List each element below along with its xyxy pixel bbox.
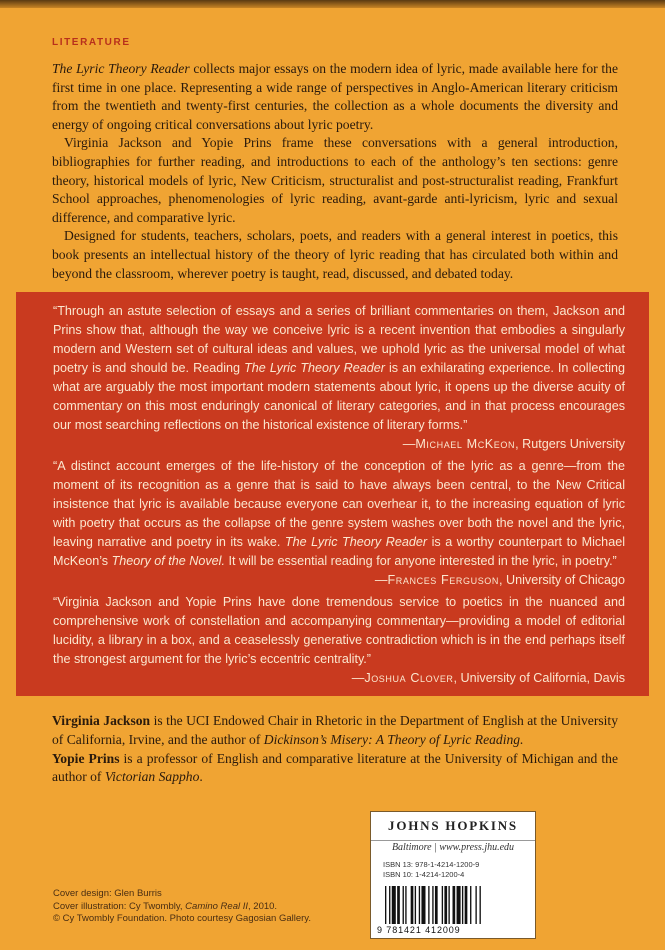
attribution-name: Joshua Clover [364, 671, 454, 685]
barcode-bar [405, 886, 406, 924]
bio-text: is the UCI Endowed Chair in Rhetoric in the Department of English at the University of California, Irvine, and the author of [52, 713, 618, 747]
bio-text: . [199, 769, 203, 785]
book-description [52, 60, 618, 283]
bio-text: is a professor of English and comparative literature at the University of Michigan and the author of [52, 750, 618, 785]
credit-design: Cover design: Glen Burris [53, 888, 162, 899]
barcode-bar [403, 886, 404, 924]
quote-text: is a worthy counterpart to Michael McKeon’s [53, 535, 625, 568]
barcode-bar [480, 886, 481, 924]
barcode-bar [385, 886, 386, 924]
quote-text: “Through an astute selection of essays and a series of brilliant commentaries on them, Jackson and Prins show that, although the way we conceive lyric is a recent invention that embodies a singularly modern and Western set of cultural ideas and values, we uphold lyric as the universal model of what poetry is and should be. Reading [53, 304, 625, 375]
barcode-bar [435, 886, 438, 924]
city: Baltimore [391, 842, 432, 853]
category-label: LITERATURE [52, 37, 131, 48]
description-text: collects major essays on the modern idea of lyric, made available here for the first time in one place. Representing a wide range of perspectives in Anglo-American literary criticism from the twentieth and twenty-first centuries, the collection as a whole documents the diversity and energy of ongoing critical conversations about lyric poetry. [52, 61, 618, 132]
description-paragraph: Virginia Jackson and Yopie Prins frame these conversations with a general introduction, bibliographies for further reading, and introductions to each of the anthology’s ten sections: genre theory, historical models of lyric, New Criticism, structuralist and post-structuralist reading, Frankfurt School approaches, phenomenologies of lyric reading, avant-garde anti-lyricism, lyric and sexual difference, and comparative lyric. [52, 135, 618, 225]
barcode-bar [475, 886, 476, 924]
barcode-bar [432, 886, 433, 924]
barcode-bar [444, 886, 447, 924]
quote-text: “A distinct account emerges of the life-history of the conception of the lyric as a genre—from the moment of its recognition as a genre that is said to have always been central, to the New Critical insistence that lyric is available because everyone can overhear it, to the increasing equation of lyric with poetry that occurs as the collapse of the genre system washes over both the novel and the lyric, leaving narrative and poetry in its wake. [53, 459, 625, 549]
author-book-title: Victorian Sappho [104, 769, 200, 785]
barcode-bar [428, 886, 429, 924]
quote-attribution [375, 571, 625, 590]
credit-copyright: © Cy Twombly Foundation. Photo courtesy Gagosian Gallery. [53, 913, 311, 924]
barcode-number: 9 781421 412009 [377, 925, 461, 935]
barcode-bar [470, 886, 471, 924]
cover-credits [53, 888, 383, 926]
barcode-bar [389, 886, 390, 924]
credit-text: , 2010. [248, 900, 278, 912]
publisher-name: JOHNS HOPKINS [371, 812, 535, 841]
barcode-bar [411, 886, 414, 924]
barcode [383, 886, 523, 924]
credit-text: Cover illustration: Cy Twombly, [53, 900, 186, 912]
attribution-name: Frances Ferguson [387, 573, 499, 587]
barcode-bar [462, 886, 463, 924]
barcode-bar [457, 886, 461, 924]
author-bio [52, 750, 618, 788]
quote-attribution [53, 669, 625, 688]
top-edge-strip [0, 0, 665, 8]
barcode-bar [392, 886, 396, 924]
publisher-imprint-box [370, 811, 536, 939]
artwork-title: Camino Real II [185, 900, 249, 912]
barcode-bar [465, 886, 468, 924]
attribution-affiliation: , University of Chicago [499, 573, 625, 587]
endorsements-panel [16, 292, 649, 696]
description-paragraph [52, 60, 618, 134]
endorsement-quote [53, 302, 625, 454]
attribution-dash: — [351, 671, 365, 685]
author-bios [52, 712, 618, 787]
quote-text: It will be essential reading for anyone interested in the lyric, in poetry.” [224, 554, 617, 568]
author-name: Yopie Prins [52, 750, 120, 766]
isbn-13: ISBN 13: 978-1-4214-1200-9 [383, 860, 480, 869]
quote-book-title: The Lyric Theory Reader [244, 361, 385, 375]
barcode-bar [421, 886, 425, 924]
book-title: The Lyric Theory Reader [52, 61, 190, 76]
author-book-title: Dickinson’s Misery: A Theory of Lyric Reading. [263, 731, 524, 747]
publisher-url: www.press.jhu.edu [439, 842, 515, 853]
description-paragraph: Designed for students, teachers, scholars, poets, and readers with a general interest in poetics, this book presents an intellectual history of the theory of lyric reading that has circulated both within and beyond the classroom, wherever poetry is taught, read, discussed, and debated today. [52, 228, 618, 281]
attribution-dash: — [402, 437, 416, 451]
quote-book-title: Theory of the Novel. [111, 554, 225, 568]
author-bio [52, 712, 618, 750]
barcode-bar [448, 886, 449, 924]
quote-book-title: The Lyric Theory Reader [284, 535, 428, 549]
attribution-dash: — [374, 573, 388, 587]
barcode-bar [397, 886, 400, 924]
attribution-name: Michael McKeon [415, 437, 516, 451]
barcode-bar [453, 886, 456, 924]
quote-text: “Virginia Jackson and Yopie Prins have done tremendous service to poetics in the nuanced and comprehensive work of constellation and accompanying commentary—providing a model of editorial lucidity, a library in a box, and a ceaselessly generative contradiction which is in the end perhaps itself the strongest argument for the lyric’s eccentric centrality.” [53, 595, 625, 666]
author-name: Virginia Jackson [52, 713, 151, 728]
credit-illustration [53, 901, 383, 914]
barcode-bar [415, 886, 416, 924]
isbn-10: ISBN 10: 1-4214-1200-4 [383, 870, 465, 879]
endorsement-quote [53, 457, 625, 590]
quote-text: is an exhilarating experience. In collecting what are arguably the most important modern statements about lyric, it opens up the diverse acuity of commentary on this most enduringly canonical of literary categories, and in that process encourages our most searching reflections on the historical existence of literary forms.” [53, 361, 625, 432]
attribution-affiliation: , Rutgers University [515, 437, 625, 451]
endorsement-quote [53, 593, 625, 688]
attribution-affiliation: , University of California, Davis [453, 671, 625, 685]
separator: | [431, 842, 440, 853]
quote-attribution [403, 435, 625, 454]
publisher-location [371, 842, 535, 853]
barcode-bar [419, 886, 420, 924]
barcode-bar [442, 886, 443, 924]
